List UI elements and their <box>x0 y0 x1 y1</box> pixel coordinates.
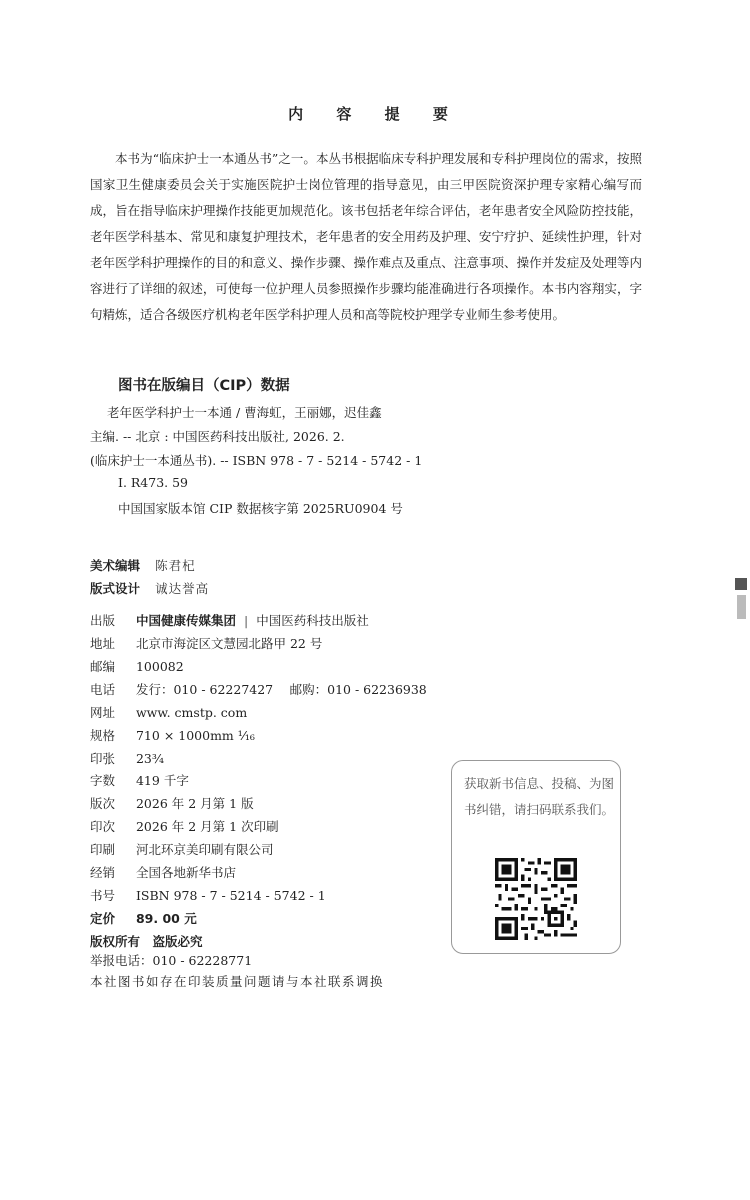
qr-caption: 获取新书信息、投稿、为图书纠错，请扫码联系我们。 <box>464 776 615 817</box>
qr-code-icon[interactable] <box>495 858 577 940</box>
row-label: 印张 <box>90 751 116 766</box>
website-row <box>90 703 247 721</box>
row-value: 发行：010 - 62227427 邮购：010 - 62236938 <box>135 682 427 697</box>
row-value: ISBN 978 - 7 - 5214 - 5742 - 1 <box>135 888 326 903</box>
content-summary: 本书为“临床护士一本通丛书”之一。本丛书根据临床专科护理发展和专科护理岗位的需求，按照国家卫生健康委员会关于实施医院护士岗位管理的指导意见，由三甲医院资深护理专家精心编写而成，旨在指导临床护理操作技能更加规范化。该书包括老年综合评估，老年患者安全风险防控技能，老年医学科基本、常见和康复护理技术，老年患者的安全用药及护理、安宁疗护、延续性护理，针对老年医学科护理操作的目的和意义、操作步骤、操作难点及重点、注意事项、操作并发症及处理等内容进行了详细的叙述，可使每一位护理人员参照操作步骤均能准确进行各项操作。本书内容翔实，字句精炼，适合各级医疗机构老年医学科护理人员和高等院校护理学专业师生参考使用。 <box>90 151 642 322</box>
credit-art-editor <box>90 555 196 574</box>
row-value: 2026 年 2 月第 1 版 <box>135 796 254 811</box>
address-row <box>90 634 322 652</box>
credit-label: 美术编辑 <box>90 558 141 573</box>
printer-row <box>90 840 274 858</box>
row-value: 河北环京美印刷有限公司 <box>135 842 274 857</box>
cip-line-3: (临床护士一本通丛书). -- ISBN 978 - 7 - 5214 - 5742 - 1 <box>90 453 423 468</box>
row-value: www. cmstp. com <box>135 705 248 720</box>
edge-mark-secondary <box>737 595 746 619</box>
row-value: 710 × 1000mm ¹⁄₁₆ <box>135 728 255 743</box>
credit-value: 陈君杞 <box>155 558 196 573</box>
row-value: 419 千字 <box>135 773 189 788</box>
sheets-row <box>90 749 164 767</box>
price-row <box>90 909 197 927</box>
report-phone: 举报电话：010 - 62228771 <box>90 953 253 968</box>
row-value: 全国各地新华书店 <box>135 865 236 880</box>
row-label: 印刷 <box>90 842 116 857</box>
printing-row <box>90 817 279 835</box>
row-value: 北京市海淀区文慧园北路甲 22 号 <box>135 636 323 651</box>
row-value: 2026 年 2 月第 1 次印刷 <box>135 819 279 834</box>
cip-line-4: Ⅰ. R473. 59 <box>118 475 189 490</box>
row-label: 规格 <box>90 728 116 743</box>
copyright-notice: 版权所有 盗版必究 <box>90 934 203 949</box>
row-label: 书号 <box>90 888 116 903</box>
row-label: 地址 <box>90 636 116 651</box>
row-label: 电话 <box>90 682 116 697</box>
row-value: 89. 00 元 <box>135 911 197 926</box>
edition-row <box>90 794 254 812</box>
isbn-row <box>90 886 326 904</box>
edge-mark <box>735 578 747 590</box>
credit-label: 版式设计 <box>90 581 141 596</box>
distributor-row <box>90 863 236 881</box>
words-row <box>90 771 189 789</box>
format-row <box>90 726 255 744</box>
publisher-group: 中国健康传媒集团 <box>135 613 236 628</box>
page-title: 内 容 提 要 <box>288 105 462 123</box>
row-value: 23¾ <box>135 751 165 766</box>
row-label: 邮编 <box>90 659 116 674</box>
qr-code-box <box>451 760 621 954</box>
row-label: 经销 <box>90 865 116 880</box>
publisher-separator: | <box>243 613 249 628</box>
row-label: 版次 <box>90 796 116 811</box>
cip-heading: 图书在版编目（CIP）数据 <box>118 378 290 394</box>
cip-line-2: 主编. -- 北京 : 中国医药科技出版社, 2026. 2. <box>90 429 345 444</box>
credit-layout-design <box>90 578 209 597</box>
postcode-row <box>90 657 184 675</box>
cip-line-5: 中国国家版本馆 CIP 数据核字第 2025RU0904 号 <box>118 501 403 516</box>
row-label: 定价 <box>90 911 116 926</box>
publisher-row <box>90 611 369 629</box>
cip-line-1: 老年医学科护士一本通 / 曹海虹，王丽娜，迟佳鑫 <box>107 405 382 420</box>
publisher-name: 中国医药科技出版社 <box>256 613 369 628</box>
phone-row <box>90 680 427 698</box>
row-label: 字数 <box>90 773 116 788</box>
row-label: 出版 <box>90 613 116 628</box>
row-value: 100082 <box>135 659 184 674</box>
quality-footnote: 本社图书如存在印装质量问题请与本社联系调换 <box>90 974 385 989</box>
row-label: 网址 <box>90 705 116 720</box>
row-label: 印次 <box>90 819 116 834</box>
credit-value: 诚达誉高 <box>155 581 210 596</box>
